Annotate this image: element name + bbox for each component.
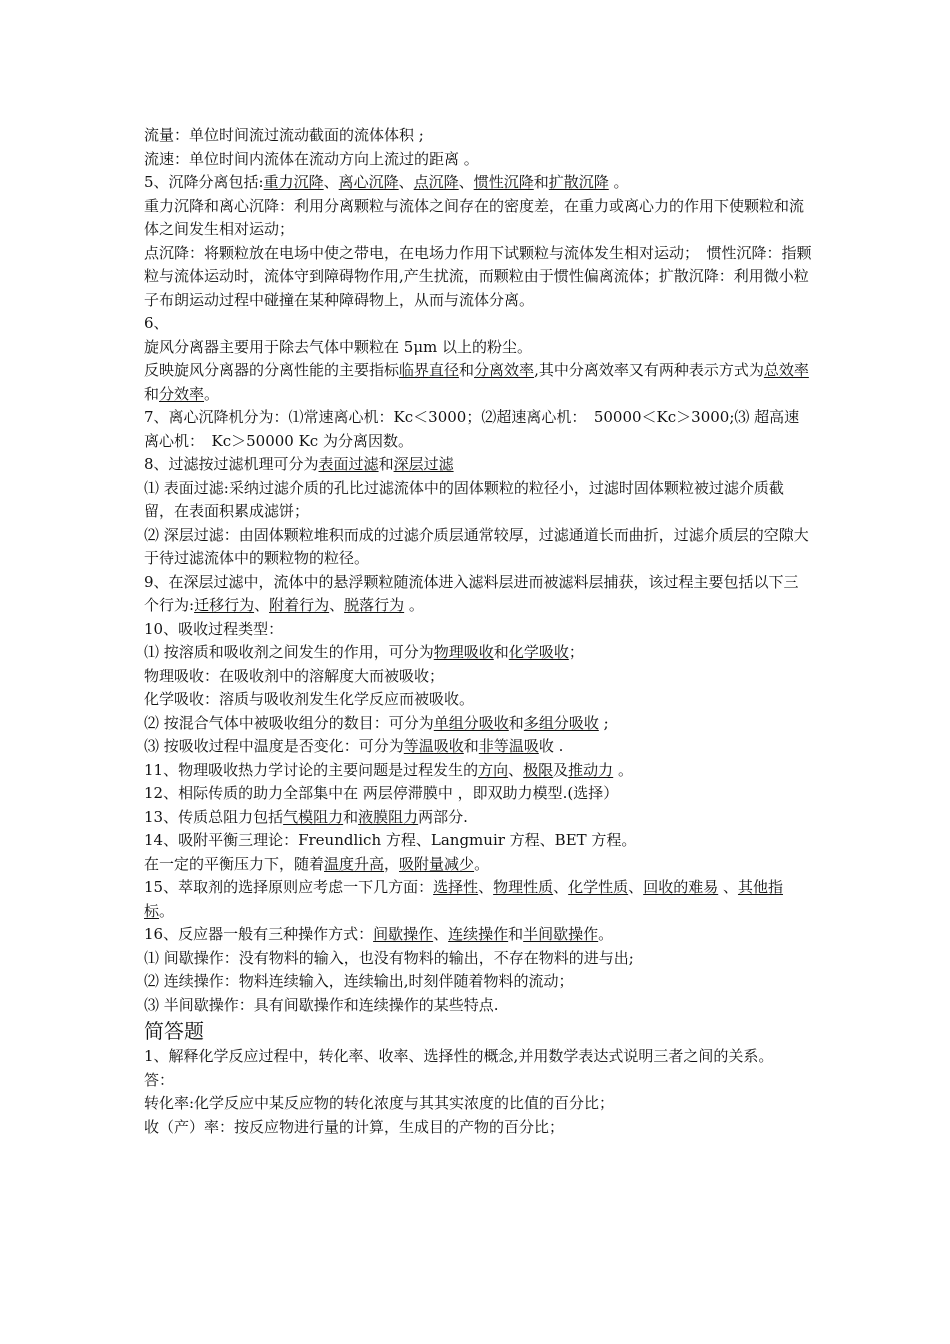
text-segment: ⑴ 间歇操作：没有物料的输入，也没有物料的输出，不存在物料的进与出; [144, 948, 634, 967]
text-line [144, 477, 812, 524]
text-line [144, 406, 812, 453]
text-line [144, 735, 812, 759]
text-segment: 、 [718, 878, 738, 896]
text-line [144, 453, 812, 477]
text-segment: 8、过滤按过滤机理可分为 [144, 455, 319, 473]
text-segment: 流速：单位时间内流体在流动方向上流过的距离 。 [144, 149, 479, 168]
text-segment: 。 [474, 854, 490, 873]
text-segment: 和 [493, 643, 509, 661]
text-segment: 化学吸收：溶质与吸收剂发生化学反应而被吸收。 [144, 690, 475, 708]
text-segment: ⑵ 按混合气体中被吸收组分的数目：可分为 [144, 713, 434, 732]
text-segment: 和 [533, 173, 549, 191]
underlined-term: 化学吸收 [508, 643, 569, 661]
text-segment: 及 [553, 760, 569, 779]
text-line [144, 1069, 812, 1093]
underlined-term: 液膜阻力 [358, 807, 419, 826]
underlined-term: 极限 [523, 760, 554, 779]
text-segment: 收 . [538, 737, 564, 755]
text-line [144, 806, 812, 830]
underlined-term: 半间歇操作 [523, 925, 599, 943]
text-line [144, 947, 812, 971]
text-segment: 、 [478, 878, 494, 896]
text-segment: 。 [159, 901, 175, 920]
text-segment: 、 [628, 878, 644, 896]
text-segment: 。 [598, 925, 614, 943]
document-page [144, 124, 812, 1139]
text-segment: ⑴ 表面过滤:采纳过滤介质的孔比过滤流体中的固体颗粒的粒径小，过滤时固体颗粒被过滤介质截留，在表面积累成滤饼； [144, 478, 784, 520]
text-segment: 1、解释化学反应过程中，转化率、收率、选择性的概念,并用数学表达式说明三者之间的关系。 [144, 1047, 774, 1065]
text-line [144, 829, 812, 853]
text-segment: 收（产）率：按反应物进行量的计算，生成目的产物的百分比； [144, 1117, 565, 1136]
underlined-term: 等温吸收 [403, 737, 464, 755]
text-segment: 、 [329, 596, 345, 614]
text-segment: 答： [144, 1070, 175, 1089]
text-line [144, 923, 812, 947]
underlined-term: 连续操作 [448, 925, 509, 943]
text-segment: 反映旋风分离器的分离性能的主要指标 [144, 361, 400, 379]
text-segment: 流量：单位时间流过流动截面的流体体积 ; [144, 126, 424, 144]
text-line [144, 665, 812, 689]
text-line [144, 242, 812, 313]
text-segment: 和 [144, 384, 160, 403]
text-line [144, 359, 812, 406]
text-segment: 在一定的平衡压力下，随着 [144, 854, 325, 873]
text-segment: 物理吸收：在吸收剂中的溶解度大而被吸收； [144, 666, 445, 685]
text-segment: ； [568, 643, 584, 661]
underlined-term: 物理吸收 [433, 643, 494, 661]
text-segment: 10、吸收过程类型： [144, 619, 284, 638]
underlined-term: 气模阻力 [283, 807, 344, 826]
underlined-term: 离心沉降 [338, 173, 399, 191]
text-segment: 简答题 [144, 1019, 204, 1043]
underlined-term: 非等温吸 [478, 737, 539, 755]
text-line [144, 312, 812, 336]
text-line [144, 641, 812, 665]
text-segment: 和 [378, 455, 394, 473]
text-line [144, 124, 812, 148]
text-segment: 、 [458, 173, 474, 191]
underlined-term: 推动力 [568, 760, 614, 779]
text-segment: 、 [254, 596, 270, 614]
text-line [144, 571, 812, 618]
text-segment: 。 [608, 173, 629, 191]
text-segment: 12、相际传质的助力全部集中在 两层停滞膜中 ，即双助力模型.(选择） [144, 784, 619, 802]
text-line [144, 712, 812, 736]
text-segment: ⑴ 按溶质和吸收剂之间发生的作用，可分为 [144, 643, 434, 661]
text-segment: 和 [463, 737, 479, 755]
text-segment: 11、物理吸收热力学讨论的主要问题是过程发生的 [144, 760, 479, 779]
text-line [144, 688, 812, 712]
text-line [144, 970, 812, 994]
text-line [144, 876, 812, 923]
text-segment: 两部分. [418, 807, 468, 826]
text-segment: ⑵ 深层过滤：由固体颗粒堆积而成的过滤介质层通常较厚，过滤通道长而曲折，过滤介质层的空隙大于待过滤流体中的颗粒物的粒径。 [144, 525, 809, 567]
text-segment: 7、离心沉降机分为：⑴常速离心机：Kc＜3000；⑵超速离心机： 50000＜Kc＞3000;⑶ 超高速离心机： Kc＞50000 Kc 为分离因数。 [144, 408, 800, 450]
text-line [144, 524, 812, 571]
underlined-term: 单组分吸收 [433, 713, 509, 732]
text-line [144, 1092, 812, 1116]
underlined-term: 间歇操作 [373, 925, 434, 943]
underlined-term: 扩散沉降 [548, 173, 609, 191]
underlined-term: 吸附量减少 [399, 854, 475, 873]
text-segment: 、 [323, 173, 339, 191]
text-segment: 6、 [144, 314, 169, 332]
text-segment: ; [598, 713, 609, 732]
section-heading [144, 1017, 812, 1045]
text-segment: 、 [508, 760, 524, 779]
text-line [144, 148, 812, 172]
underlined-term: 附着行为 [269, 596, 330, 614]
underlined-term: 其他指标 [144, 878, 783, 920]
underlined-term: 总效率 [763, 361, 809, 379]
text-segment: 和 [508, 925, 524, 943]
text-segment: 。 [613, 760, 633, 779]
text-segment: ⑶ 半间歇操作：具有间歇操作和连续操作的某些特点. [144, 995, 499, 1014]
underlined-term: 温度升高 [324, 854, 385, 873]
underlined-term: 方向 [478, 760, 509, 779]
underlined-term: 分离效率 [474, 361, 535, 379]
text-segment: 。 [404, 596, 424, 614]
underlined-term: 物理性质 [493, 878, 554, 896]
text-segment: 5、沉降分离包括: [144, 173, 264, 191]
text-segment: 、 [553, 878, 569, 896]
underlined-term: 多组分吸收 [523, 713, 599, 732]
text-segment: 9、在深层过滤中，流体中的悬浮颗粒随流体进入滤料层进而被滤料层捕获，该过程主要包括以下三个行为: [144, 572, 799, 614]
text-line [144, 618, 812, 642]
text-segment: 15、萃取剂的选择原则应考虑一下几方面： [144, 878, 434, 896]
text-segment: 和 [459, 361, 475, 379]
underlined-term: 临界直径 [399, 361, 460, 379]
text-segment: 、 [398, 173, 414, 191]
underlined-term: 重力沉降 [263, 173, 324, 191]
text-segment: 16、反应器一般有三种操作方式： [144, 925, 374, 943]
text-segment: 和 [343, 807, 359, 826]
text-segment: 和 [508, 713, 524, 732]
text-line [144, 759, 812, 783]
text-line [144, 171, 812, 195]
text-segment: ⑵ 连续操作：物料连续输入，连续输出,时刻伴随着物料的流动； [144, 972, 574, 990]
text-line [144, 1045, 812, 1069]
text-segment: 旋风分离器主要用于除去气体中颗粒在 5μm 以上的粉尘。 [144, 337, 533, 356]
underlined-term: 点沉降 [413, 173, 459, 191]
underlined-term: 选择性 [433, 878, 479, 896]
underlined-term: 惯性沉降 [473, 173, 534, 191]
text-segment: ⑶ 按吸收过程中温度是否变化：可分为 [144, 737, 404, 755]
text-segment: 重力沉降和离心沉降：利用分离颗粒与流体之间存在的密度差，在重力或离心力的作用下使颗粒和流体之间发生相对运动； [144, 196, 805, 238]
text-segment: 13、传质总阻力包括 [144, 807, 284, 826]
text-segment: ,其中分离效率又有两种表示方式为 [534, 361, 764, 379]
text-segment: 转化率:化学反应中某反应物的转化浓度与其其实浓度的比值的百分比； [144, 1094, 615, 1112]
text-segment: 点沉降：将颗粒放在电场中使之带电，在电场力作用下试颗粒与流体发生相对运动； 惯性沉降：指颗粒与流体运动时，流体守到障碍物作用,产生扰流，而颗粒由于惯性偏离流体；扩散沉降：利用微小粒子布朗运动过程中碰撞在某种障碍物上，从而与流体分离。 [144, 243, 812, 309]
underlined-term: 回收的难易 [643, 878, 719, 896]
text-segment: 。 [204, 384, 220, 403]
text-line [144, 195, 812, 242]
text-line [144, 1116, 812, 1140]
text-line [144, 853, 812, 877]
text-segment: ， [384, 854, 400, 873]
text-line [144, 782, 812, 806]
underlined-term: 脱落行为 [344, 596, 405, 614]
underlined-term: 深层过滤 [393, 455, 454, 473]
underlined-term: 迁移行为 [194, 596, 255, 614]
text-line [144, 994, 812, 1018]
text-line [144, 336, 812, 360]
text-segment: 14、吸附平衡三理论：Freundlich 方程、Langmuir 方程、BET 方程。 [144, 831, 637, 849]
text-segment: 、 [433, 925, 449, 943]
underlined-term: 分效率 [159, 384, 205, 403]
underlined-term: 化学性质 [568, 878, 629, 896]
underlined-term: 表面过滤 [318, 455, 379, 473]
